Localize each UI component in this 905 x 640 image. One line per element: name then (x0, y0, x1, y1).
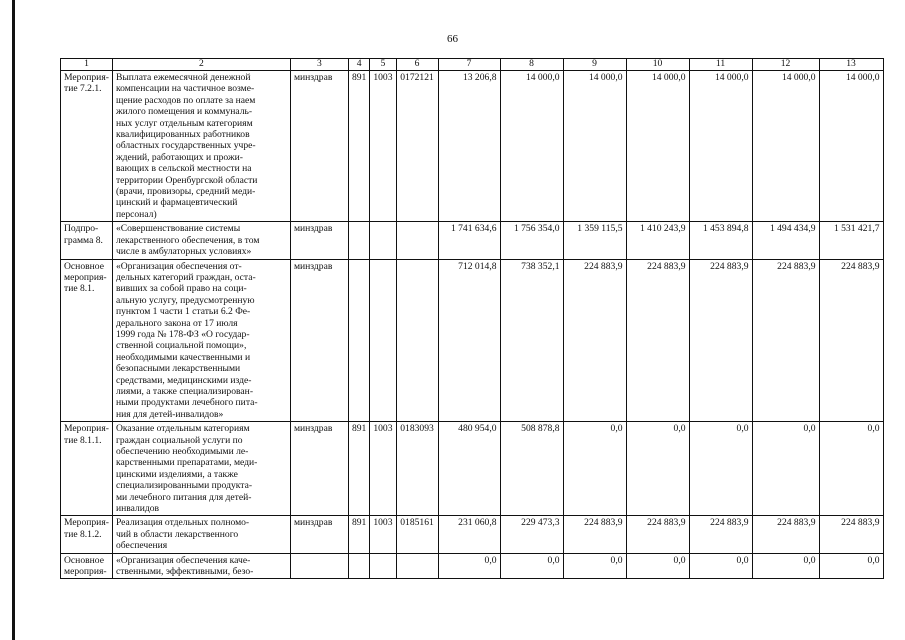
table-row (61, 259, 884, 422)
amount-cell: 224 883,9 (689, 516, 752, 553)
binding-edge-line (12, 0, 15, 640)
amount-cell: 0,0 (563, 422, 626, 516)
description-line: вающих в сельской местности на (115, 163, 252, 175)
csr-cell: 0172121 (396, 71, 438, 222)
description-cell (112, 422, 290, 516)
column-number: 1 (61, 59, 113, 71)
amount-cell: 224 883,9 (563, 516, 626, 553)
description-cell (112, 71, 290, 222)
description-line: дерального закона от 17 июля (115, 317, 238, 329)
amount-cell: 1 453 894,8 (689, 222, 752, 259)
amount-cell: 224 883,9 (752, 516, 819, 553)
amount-cell: 480 954,0 (438, 422, 500, 516)
grbs-cell: 891 (348, 422, 369, 516)
budget-table (60, 58, 884, 579)
description-line: числе в амбулаторных условиях» (115, 246, 252, 258)
amount-cell: 224 883,9 (626, 516, 689, 553)
program-code-cell: Мероприя-тие 8.1.2. (61, 516, 113, 553)
description-line: (врачи, провизоры, средний меди- (115, 186, 256, 198)
amount-cell: 712 014,8 (438, 259, 500, 422)
description-line: Оказание отдельным категориям (115, 423, 250, 435)
description-line: территории Оренбургской области (115, 174, 258, 186)
description-line: ными продуктами лечебного пита- (115, 397, 258, 409)
column-number: 5 (370, 59, 396, 71)
column-number: 2 (112, 59, 290, 71)
column-number: 8 (500, 59, 563, 71)
description-line: цинскими изделиями, а также (115, 468, 238, 480)
column-number: 13 (819, 59, 883, 71)
grbs-cell: 891 (348, 516, 369, 553)
amount-cell: 0,0 (689, 553, 752, 579)
description-line: компенсации на частичное возме- (115, 83, 255, 95)
amount-cell: 224 883,9 (819, 516, 883, 553)
description-line: Выплата ежемесячной денежной (115, 72, 251, 83)
rzpr-cell (370, 553, 396, 579)
amount-cell: 14 000,0 (626, 71, 689, 222)
grbs-cell: 891 (348, 71, 369, 222)
table-row (61, 222, 884, 259)
rzpr-cell (370, 259, 396, 422)
description-line: необходимыми качественными и (115, 351, 251, 363)
csr-cell: 0185161 (396, 516, 438, 553)
amount-cell: 0,0 (626, 553, 689, 579)
amount-cell: 0,0 (563, 553, 626, 579)
description-line: жилого помещения и коммуналь- (115, 106, 253, 118)
column-number: 6 (396, 59, 438, 71)
amount-cell: 14 000,0 (563, 71, 626, 222)
column-number: 12 (752, 59, 819, 71)
executor-cell: минздрав (290, 516, 348, 553)
column-number: 11 (689, 59, 752, 71)
rzpr-cell (370, 222, 396, 259)
description-line: граждан социальной услуги по (115, 434, 243, 446)
amount-cell: 1 741 634,6 (438, 222, 500, 259)
amount-cell: 224 883,9 (689, 259, 752, 422)
csr-cell (396, 259, 438, 422)
description-line: персонал) (115, 208, 157, 220)
description-line: ственными, эффективными, безо- (115, 566, 254, 578)
amount-cell: 224 883,9 (819, 259, 883, 422)
amount-cell: 1 410 243,9 (626, 222, 689, 259)
amount-cell: 0,0 (752, 422, 819, 516)
amount-cell: 508 878,8 (500, 422, 563, 516)
column-number: 10 (626, 59, 689, 71)
amount-cell: 231 060,8 (438, 516, 500, 553)
program-code-cell: Мероприя-тие 7.2.1. (61, 71, 113, 222)
amount-cell: 0,0 (819, 422, 883, 516)
amount-cell: 0,0 (819, 553, 883, 579)
amount-cell: 13 206,8 (438, 71, 500, 222)
description-line: специализированными продукта- (115, 480, 253, 492)
program-code-cell: Подпро-грамма 8. (61, 222, 113, 259)
table-row (61, 553, 884, 579)
description-line: вивших за собой право на соци- (115, 283, 247, 295)
description-line: Реализация отдельных полномо- (115, 517, 250, 529)
description-line: инвалидов (115, 503, 160, 515)
description-line: «Организация обеспечения каче- (115, 554, 251, 566)
column-number: 3 (290, 59, 348, 71)
description-line: обеспечения (115, 540, 168, 552)
amount-cell: 1 494 434,9 (752, 222, 819, 259)
description-line: лиями, а также специализирован- (115, 385, 254, 397)
executor-cell: минздрав (290, 222, 348, 259)
amount-cell: 0,0 (752, 553, 819, 579)
table-row (61, 71, 884, 222)
description-line: карственными препаратами, меди- (115, 457, 258, 469)
amount-cell: 0,0 (438, 553, 500, 579)
amount-cell: 0,0 (500, 553, 563, 579)
description-line: ния для детей-инвалидов» (115, 408, 224, 420)
description-line: «Организация обеспечения от- (115, 260, 242, 272)
amount-cell: 1 756 354,0 (500, 222, 563, 259)
table-row (61, 516, 884, 553)
amount-cell: 1 531 421,7 (819, 222, 883, 259)
column-number: 7 (438, 59, 500, 71)
column-number: 4 (348, 59, 369, 71)
description-line: обеспечению необходимыми ле- (115, 446, 249, 457)
grbs-cell (348, 222, 369, 259)
amount-cell: 224 883,9 (563, 259, 626, 422)
amount-cell: 0,0 (626, 422, 689, 516)
description-line: цинский и фармацевтический (115, 197, 238, 209)
rzpr-cell: 1003 (370, 71, 396, 222)
description-line: 1999 года № 178-ФЗ «О государ- (115, 328, 250, 340)
description-line: ждений, работающих и прожи- (115, 151, 243, 163)
description-line: щение расходов по оплате за наем (115, 94, 256, 106)
amount-cell: 738 352,1 (500, 259, 563, 422)
table-body (61, 59, 884, 579)
page-number: 66 (447, 33, 458, 45)
csr-cell: 0183093 (396, 422, 438, 516)
amount-cell: 14 000,0 (752, 71, 819, 222)
description-line: ми лечебного питания для детей- (115, 491, 252, 503)
amount-cell: 224 883,9 (626, 259, 689, 422)
description-cell (112, 553, 290, 579)
executor-cell: минздрав (290, 71, 348, 222)
description-line: областных государственных учре- (115, 140, 256, 152)
amount-cell: 14 000,0 (689, 71, 752, 222)
executor-cell: минздрав (290, 422, 348, 516)
amount-cell: 224 883,9 (752, 259, 819, 422)
grbs-cell (348, 553, 369, 579)
description-cell (112, 516, 290, 553)
program-code-cell: Мероприя-тие 8.1.1. (61, 422, 113, 516)
description-line: безопасными лекарственными (115, 363, 241, 375)
rzpr-cell: 1003 (370, 516, 396, 553)
description-line: альную услугу, предусмотренную (115, 294, 255, 306)
description-line: чий в области лекарственного (115, 528, 239, 540)
amount-cell: 14 000,0 (819, 71, 883, 222)
column-number: 9 (563, 59, 626, 71)
grbs-cell (348, 259, 369, 422)
executor-cell: минздрав (290, 259, 348, 422)
csr-cell (396, 222, 438, 259)
amount-cell: 0,0 (689, 422, 752, 516)
description-line: дельных категорий граждан, оста- (115, 271, 256, 283)
description-line: ственной социальной помощи», (115, 340, 247, 352)
description-line: средствами, медицинскими изде- (115, 374, 252, 386)
program-code-cell: Основное мероприя- (61, 553, 113, 579)
rzpr-cell: 1003 (370, 422, 396, 516)
description-cell (112, 259, 290, 422)
csr-cell (396, 553, 438, 579)
amount-cell: 1 359 115,5 (563, 222, 626, 259)
program-code-cell: Основное мероприя-тие 8.1. (61, 259, 113, 422)
description-line: лекарственного обеспечения, в том (115, 234, 260, 246)
amount-cell: 14 000,0 (500, 71, 563, 222)
table-row (61, 422, 884, 516)
description-line: ных услуг отдельным категориям (115, 117, 253, 129)
amount-cell: 229 473,3 (500, 516, 563, 553)
description-line: пунктом 1 части 1 статьи 6.2 Фе- (115, 306, 251, 318)
description-cell (112, 222, 290, 259)
description-line: «Совершенствование системы (115, 223, 241, 235)
column-number-row (61, 59, 884, 71)
executor-cell (290, 553, 348, 579)
description-line: квалифицированных работников (115, 129, 250, 141)
